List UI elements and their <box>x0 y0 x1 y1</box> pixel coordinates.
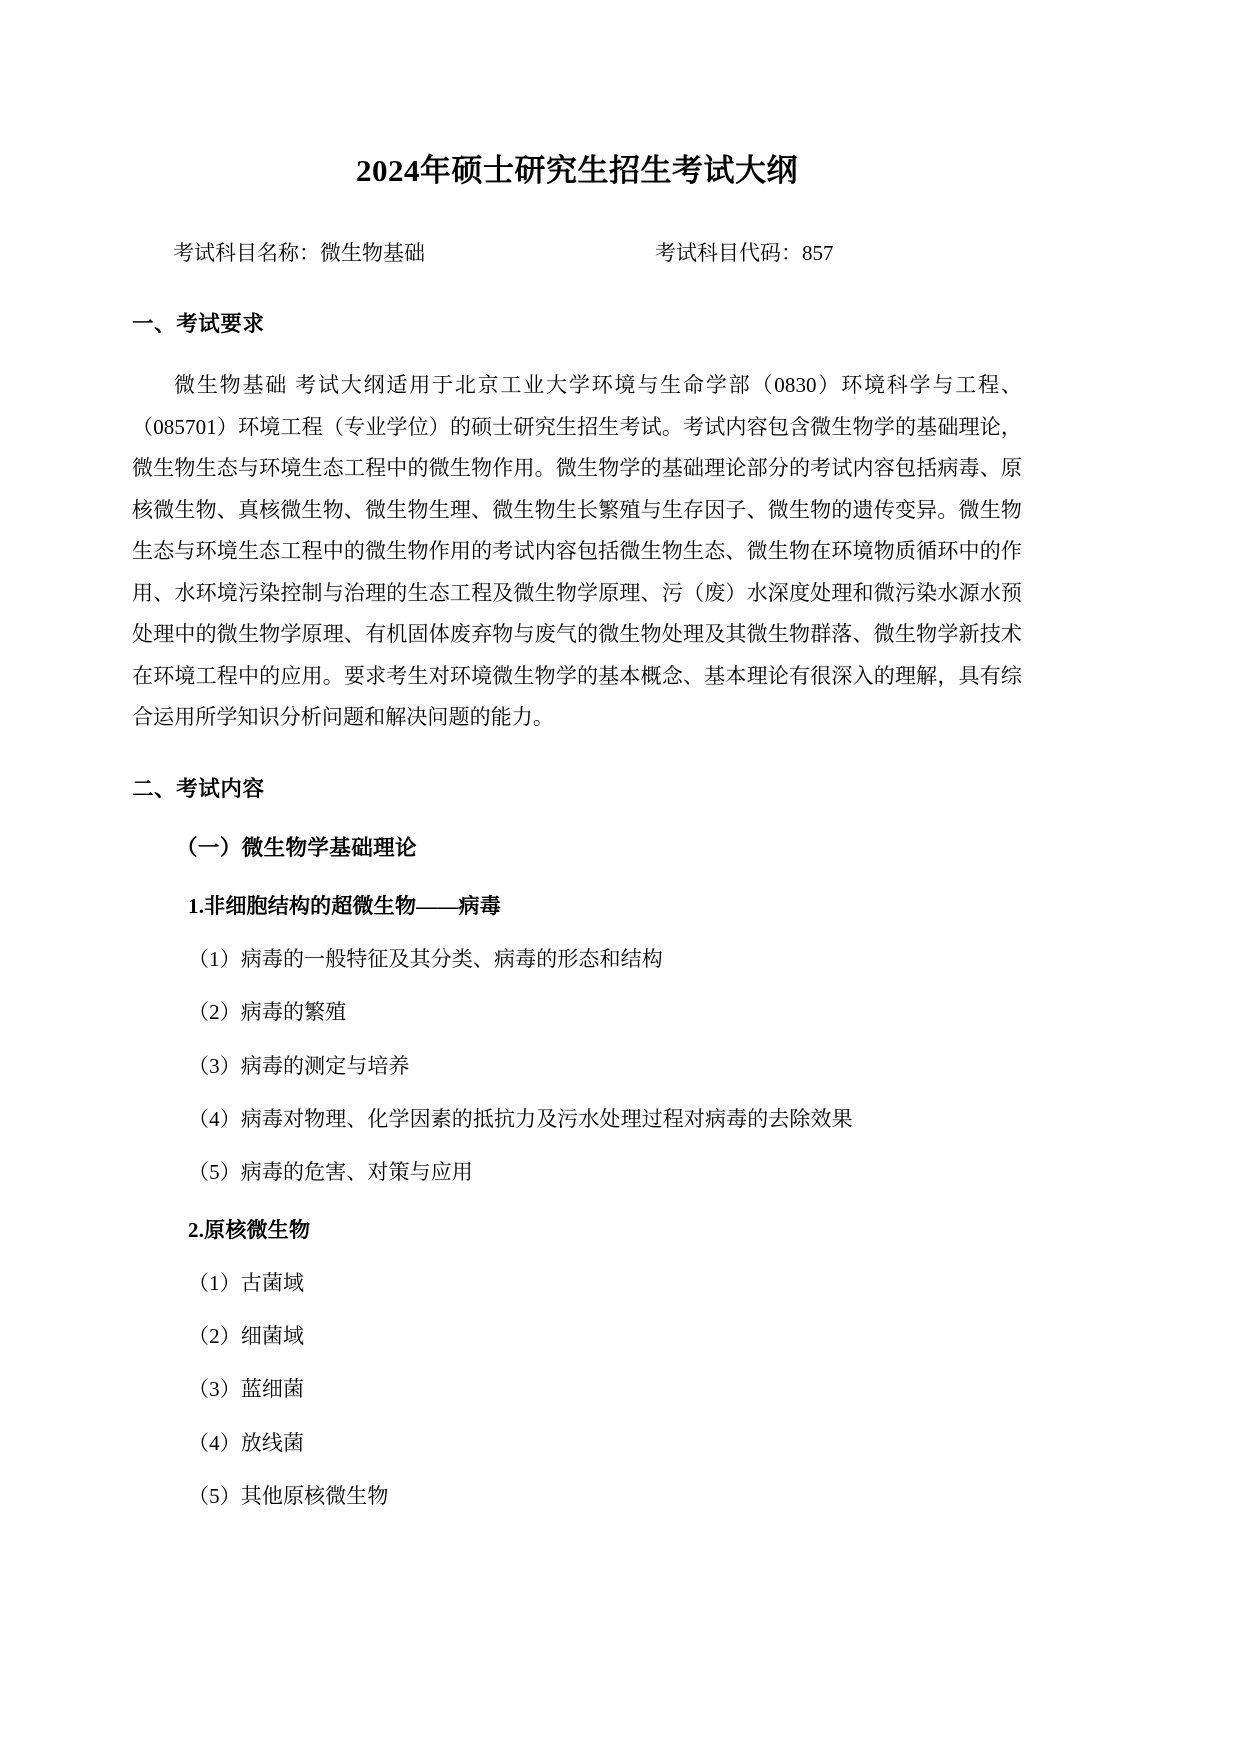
list-item: （3）病毒的测定与培养 <box>188 1053 410 1078</box>
list-item: （3）蓝细菌 <box>188 1377 305 1402</box>
subsection-heading-basic-theory: （一）微生物学基础理论 <box>176 835 417 860</box>
topic-heading-virus: 1.非细胞结构的超微生物——病毒 <box>188 893 501 918</box>
exam-requirements-paragraph: 微生物基础 考试大纲适用于北京工业大学环境与生命学部（0830）环境科学与工程、（085701）环境工程（专业学位）的硕士研究生招生考试。考试内容包含微生物学的基础理论，微生物生态与环境生态工程中的微生物作用。微生物学的基础理论部分的考试内容包括病毒、原核微生物、真核微生物、微生物生理、微生物生长繁殖与生存因子、微生物的遗传变异。微生物生态与环境生态工程中的微生物作用的考试内容包括微生物生态、微生物在环境物质循环中的作用、水环境污染控制与治理的生态工程及微生物学原理、污（废）水深度处理和微污染水源水预处理中的微生物学原理、有机固体废弃物与废气的微生物处理及其微生物群落、微生物学新技术在环境工程中的应用。要求考生对环境微生物学的基本概念、基本理论有很深入的理解，具有综合运用所学知识分析问题和解决问题的能力。 <box>132 373 1022 730</box>
section-heading-exam-requirements: 一、考试要求 <box>132 312 265 337</box>
list-item: （2）病毒的繁殖 <box>188 1000 347 1025</box>
subject-code: 考试科目代码：857 <box>655 241 834 266</box>
list-item: （4）病毒对物理、化学因素的抵抗力及污水处理过程对病毒的去除效果 <box>188 1106 853 1131</box>
section-heading-exam-content: 二、考试内容 <box>132 776 265 801</box>
document-content <box>132 0 1022 1510</box>
topic-heading-prokaryote: 2.原核微生物 <box>188 1217 311 1242</box>
subject-name: 考试科目名称：微生物基础 <box>173 241 425 266</box>
subject-info-row <box>132 240 1022 267</box>
list-item: （1）古菌域 <box>188 1270 305 1295</box>
list-item: （5）病毒的危害、对策与应用 <box>188 1160 473 1185</box>
page-title: 2024年硕士研究生招生考试大纲 <box>356 153 798 188</box>
list-item: （1）病毒的一般特征及其分类、病毒的形态和结构 <box>188 947 663 972</box>
list-item: （2）细菌域 <box>188 1324 305 1349</box>
list-item: （5）其他原核微生物 <box>188 1484 389 1509</box>
list-item: （4）放线菌 <box>188 1430 305 1455</box>
